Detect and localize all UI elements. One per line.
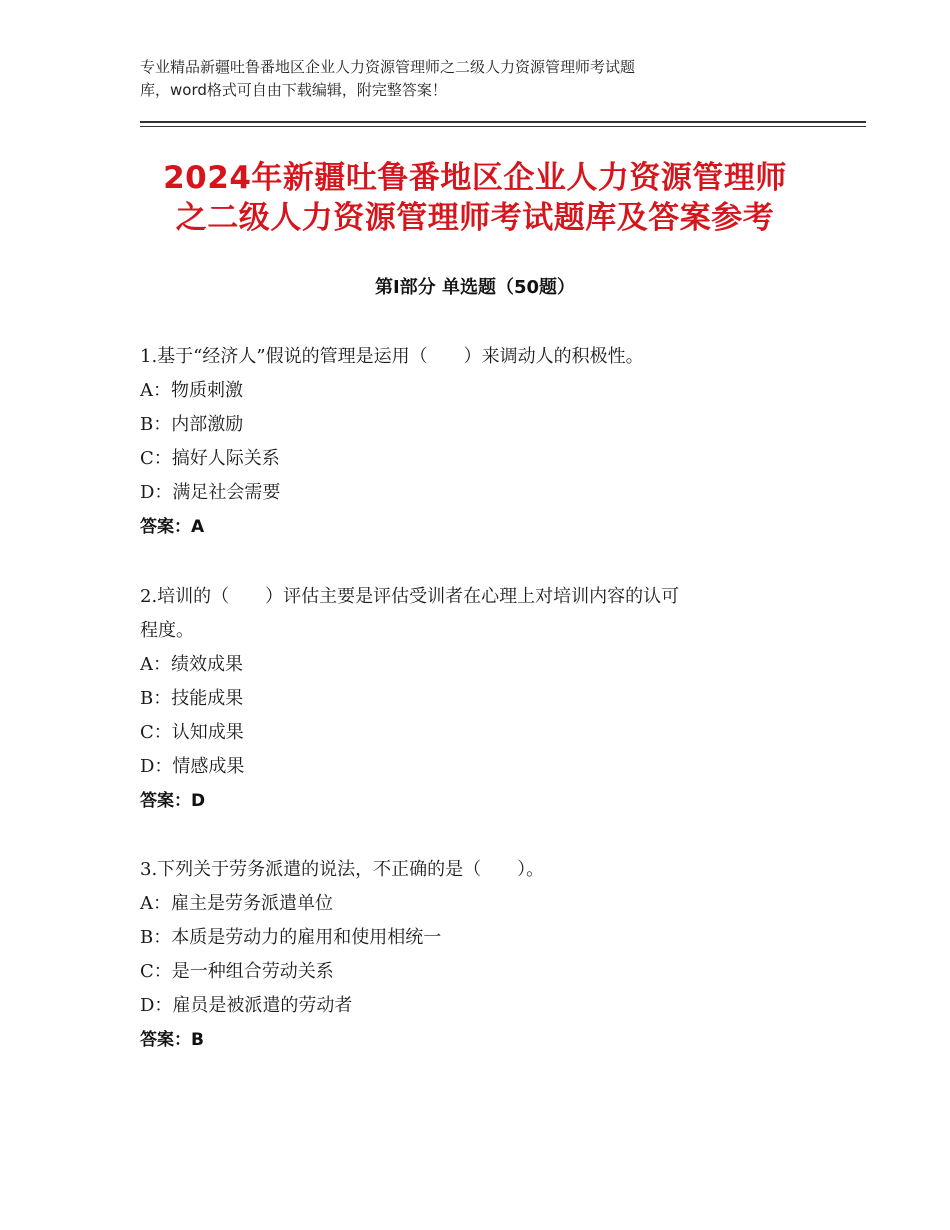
option-a: A：绩效成果: [140, 654, 243, 675]
option-b: B：本质是劳动力的雇用和使用相统一: [140, 927, 442, 948]
question-stem: 1.基于“经济人”假说的管理是运用（ ）来调动人的积极性。: [140, 346, 644, 367]
header-rule-thick: [140, 121, 866, 123]
section-heading: 第Ⅰ部分 单选题（50题）: [374, 277, 575, 298]
header-rule-thin: [140, 126, 866, 127]
question-stem: 3.下列关于劳务派遣的说法，不正确的是（ ）。: [140, 859, 545, 880]
answer: 答案：D: [140, 791, 206, 811]
option-b: B：内部激励: [140, 414, 244, 435]
document-title-line-1: 2024年新疆吐鲁番地区企业人力资源管理师: [163, 160, 787, 196]
question-stem: 2.培训的（ ）评估主要是评估受训者在心理上对培训内容的认可: [140, 586, 680, 607]
option-c: C：认知成果: [140, 722, 244, 743]
document-title-line-2: 之二级人力资源管理师考试题库及答案参考: [175, 200, 775, 236]
header-note: [140, 56, 820, 102]
question-3: [140, 853, 820, 1057]
option-d: D：满足社会需要: [140, 482, 281, 503]
header-note-line-2: 库，word格式可自由下载编辑，附完整答案！: [140, 81, 447, 99]
question-1: [140, 340, 820, 544]
option-b: B：技能成果: [140, 688, 244, 709]
option-d: D：雇员是被派遣的劳动者: [140, 995, 353, 1016]
option-c: C：搞好人际关系: [140, 448, 280, 469]
option-d: D：情感成果: [140, 756, 245, 777]
answer: 答案：B: [140, 1030, 204, 1050]
document-title: [110, 158, 840, 238]
answer: 答案：A: [140, 517, 205, 537]
question-stem-continued: 程度。: [140, 620, 194, 641]
option-c: C：是一种组合劳动关系: [140, 961, 334, 982]
option-a: A：雇主是劳务派遣单位: [140, 893, 333, 914]
question-2: [140, 580, 820, 818]
option-a: A：物质刺激: [140, 380, 243, 401]
header-note-line-1: 专业精品新疆吐鲁番地区企业人力资源管理师之二级人力资源管理师考试题: [140, 58, 636, 76]
